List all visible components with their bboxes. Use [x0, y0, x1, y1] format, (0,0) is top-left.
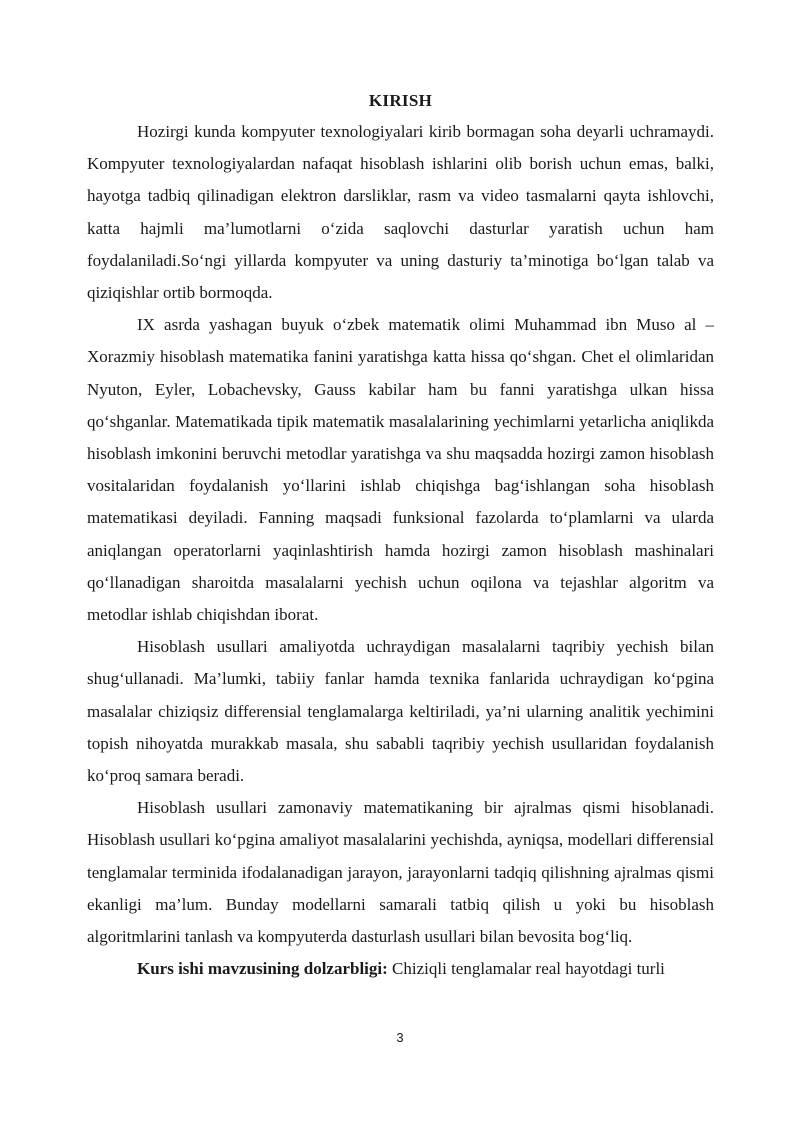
- paragraph-2: IX asrda yashagan buyuk o‘zbek matematik olimi Muhammad ibn Muso al – Xorazmiy hisoblash matematika fanini yaratishga katta hissa qo‘shgan. Chet el olimlaridan Nyuton, Eyler, Lobachevsky, Gauss kabilar ham bu fanni yaratishga ulkan hissa qo‘shganlar. Matematikada tipik matematik masalalarining yechimlarni yetarlicha aniqlikda hisoblash imkonini beruvchi metodlar yaratishga va shu maqsadda hozirgi zamon hisoblash vositalaridan foydalanish yo‘llarini ishlab chiqishga bag‘ishlangan soha hisoblash matematikasi deyiladi. Fanning maqsadi funksional fazolarda to‘plamlarni va ularda aniqlangan operatorlarni yaqinlashtirish hamda hozirgi zamon hisoblash mashinalari qo‘llanadigan sharoitda masalalarni yechish uchun oqilona va tejashlar algoritm va metodlar ishlab chiqishdan iborat.: [87, 315, 714, 625]
- page-number: 3: [396, 1030, 404, 1045]
- paragraph-1: Hozirgi kunda kompyuter texnologiyalari kirib bormagan soha deyarli uchramaydi. Kompyuter texnologiyalardan nafaqat hisoblash ishlarini olib borish uchun emas, balki, hayotga tadbiq qilinadigan elektron darsliklar, rasm va video tasmalarni qayta ishlovchi, katta hajmli ma’lumotlarni o‘zida saqlovchi dasturlar yaratish uchun ham foydalaniladi.So‘ngi yillarda kompyuter va uning dasturiy ta’minotiga bo‘lgan talab va qiziqishlar ortib bormoqda.: [87, 122, 714, 303]
- paragraph-3: Hisoblash usullari amaliyotda uchraydigan masalalarni taqribiy yechish bilan shug‘ullanadi. Ma’lumki, tabiiy fanlar hamda texnika fanlarida uchraydigan ko‘pgina masalalar chiziqsiz differensial tenglamalarga keltiriladi, ya’ni ularning analitik yechimini topish nihoyatda murakkab masala, shu sababli taqribiy yechish usullaridan foydalanish ko‘proq samara beradi.: [87, 637, 714, 786]
- topic-relevance-text: Chiziqli tenglamalar real hayotdagi turli: [387, 959, 665, 979]
- topic-relevance-label: Kurs ishi mavzusining dolzarbligi:: [137, 959, 388, 979]
- page-title: KIRISH: [368, 91, 433, 110]
- document-page: [87, 88, 714, 985]
- paragraph-4: Hisoblash usullari zamonaviy matematikaning bir ajralmas qismi hisoblanadi. Hisoblash usullari ko‘pgina amaliyot masalalarini yechishda, ayniqsa, modellari differensial tenglamalar terminida ifodalanadigan jarayon, jarayonlarni tadqiq qilishning ajralmas qismi ekanligi ma’lum. Bunday modellarni samarali tatbiq qilish u yoki bu hisoblash algoritmlarini tanlash va kompyuterda dasturlash usullari bilan bevosita bog‘liq.: [87, 798, 714, 947]
- paragraph-5: [87, 953, 714, 985]
